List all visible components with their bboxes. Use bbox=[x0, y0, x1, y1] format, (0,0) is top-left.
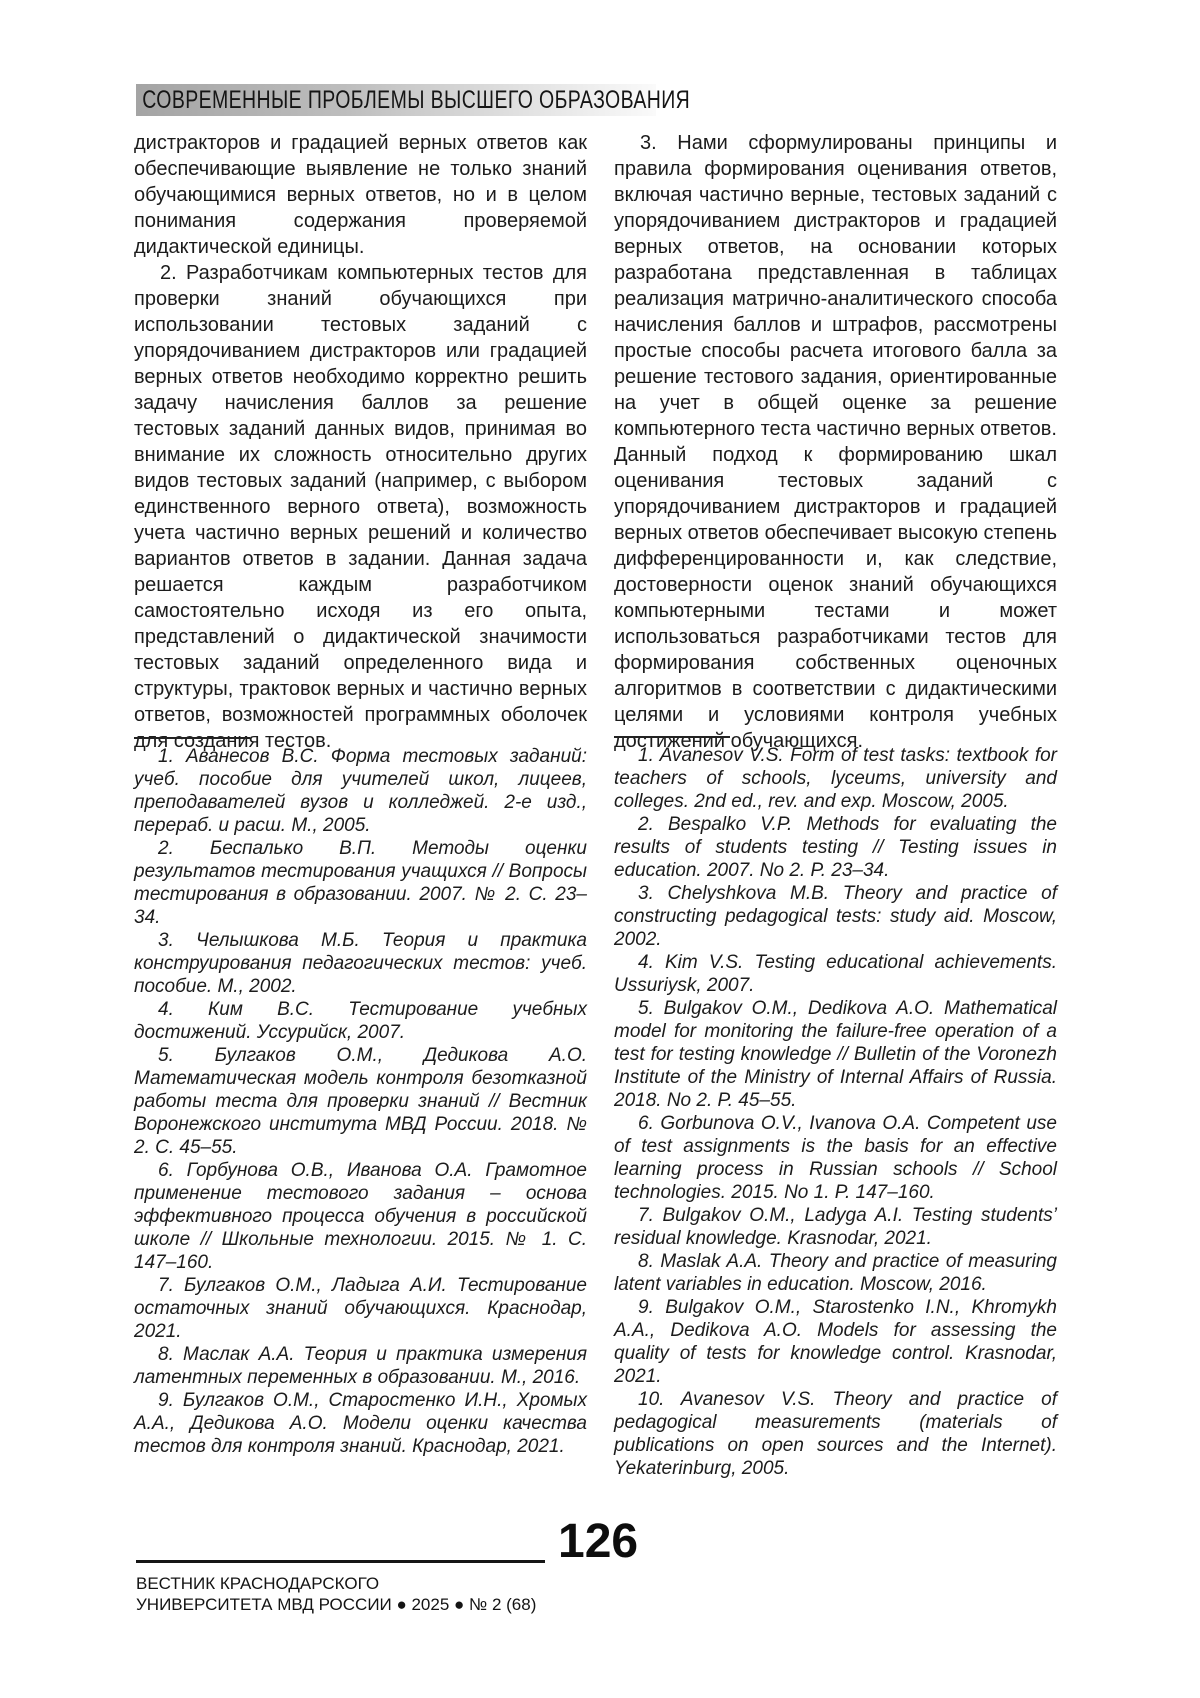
references-list-en bbox=[614, 736, 1057, 1480]
references-divider bbox=[614, 736, 730, 738]
page-number: 126 bbox=[558, 1515, 639, 1568]
reference-item: 4. Kim V.S. Testing educational achievements. Ussuriysk, 2007. bbox=[614, 952, 1057, 996]
reference-item: 2. Bespalko V.P. Methods for evaluating the results of students testing // Testing issues in education. 2007. No 2. P. 23–34. bbox=[614, 814, 1057, 881]
reference-item: 6. Gorbunova O.V., Ivanova O.A. Competent use of test assignments is the basis for an effective learning process in Russian schools // School technologies. 2015. No 1. P. 147–160. bbox=[614, 1113, 1057, 1203]
reference-item: 4. Ким В.С. Тестирование учебных достижений. Уссурийск, 2007. bbox=[134, 999, 587, 1043]
right-column-body bbox=[614, 130, 1057, 754]
footer-rule bbox=[136, 1560, 545, 1563]
reference-item: 10. Avanesov V.S. Theory and practice of pedagogical measurements (materials of publications on open sources and the Internet). Yekaterinburg, 2005. bbox=[614, 1389, 1057, 1479]
left-column-body bbox=[134, 130, 587, 754]
reference-item: 6. Горбунова О.В., Иванова О.А. Грамотное применение тестового задания – основа эффективного процесса обучения в российской школе // Школьные технологии. 2015. № 1. С. 147–160. bbox=[134, 1160, 587, 1273]
reference-item: 3. Chelyshkova M.B. Theory and practice of constructing pedagogical tests: study aid. Moscow, 2002. bbox=[614, 883, 1057, 950]
reference-item: 1. Аванесов В.С. Форма тестовых заданий: учеб. пособие для учителей школ, лицеев, преподавателей вузов и колледжей. 2-е изд., перераб. и расш. М., 2005. bbox=[134, 746, 587, 836]
body-paragraph: 2. Разработчикам компьютерных тестов для проверки знаний обучающихся при использовании тестовых заданий с упорядочиванием дистракторов или градацией верных ответов необходимо корректно решить задачу начисления баллов за решение тестовых заданий данных видов, принимая во внимание их сложность относительно других видов тестовых заданий (например, с выбором единственного верного ответа), возможность учета частично верных решений и количество вариантов ответов в задании. Данная задача решается каждым разработчиком самостоятельно исходя из его опыта, представлений о дидактической значимости тестовых заданий определенного вида и структуры, трактовок верных и частично верных ответов, возможностей программных оболочек для создания тестов. bbox=[134, 262, 587, 752]
body-paragraph: дистракторов и градацией верных ответов как обеспечивающие выявление не только знаний обучающимися верных ответов, но и в целом понимания содержания проверяемой дидактической единицы. bbox=[134, 132, 587, 258]
body-paragraph: 3. Нами сформулированы принципы и правила формирования оценивания ответов, включая частично верные, тестовых заданий с упорядочиванием дистракторов и градацией верных ответов, на основании которых разработана представленная в таблицах реализация матрично-аналитического способа начисления баллов и штрафов, рассмотрены простые способы расчета итогового балла за решение тестового задания, ориентированные на учет в общей оценке за решение компьютерного теста частично верных ответов. Данный подход к формированию шкал оценивания тестовых заданий с упорядочиванием дистракторов и градацией верных ответов обеспечивает высокую степень дифференцированности и, как следствие, достоверности оценок знаний обучающихся компьютерными тестами и может использоваться разработчиками тестов для формирования собственных оценочных алгоритмов в соответствии с дидактическими целями и условиями контроля учебных достижений обучающихся. bbox=[614, 132, 1057, 752]
reference-item: 7. Bulgakov O.M., Ladyga A.I. Testing students’ residual knowledge. Krasnodar, 2021. bbox=[614, 1205, 1057, 1249]
reference-item: 3. Челышкова М.Б. Теория и практика конструирования педагогических тестов: учеб. пособие. М., 2002. bbox=[134, 930, 587, 997]
reference-item: 2. Беспалько В.П. Методы оценки результатов тестирования учащихся // Вопросы тестирования в образовании. 2007. № 2. С. 23–34. bbox=[134, 838, 587, 928]
reference-item: 5. Bulgakov O.M., Dedikova A.O. Mathematical model for monitoring the failure-free operation of a test for testing knowledge // Bulletin of the Voronezh Institute of the Ministry of Internal Affairs of Russia. 2018. No 2. P. 45–55. bbox=[614, 998, 1057, 1111]
reference-item: 9. Bulgakov O.M., Starostenko I.N., Khromykh A.A., Dedikova A.O. Models for assessing the quality of tests for knowledge control. Krasnodar, 2021. bbox=[614, 1297, 1057, 1387]
reference-item: 1. Avanesov V.S. Form of test tasks: textbook for teachers of schools, lyceums, university and colleges. 2nd ed., rev. and exp. Moscow, 2005. bbox=[614, 745, 1057, 812]
section-title: СОВРЕМЕННЫЕ ПРОБЛЕМЫ ВЫСШЕГО ОБРАЗОВАНИЯ bbox=[142, 86, 691, 114]
reference-item: 5. Булгаков О.М., Дедикова А.О. Математическая модель контроля безотказной работы теста для проверки знаний // Вестник Воронежского института МВД России. 2018. № 2. С. 45–55. bbox=[134, 1045, 587, 1158]
journal-title-line2: УНИВЕРСИТЕТА МВД РОССИИ ● 2025 ● № 2 (68) bbox=[136, 1595, 537, 1614]
reference-item: 9. Булгаков О.М., Старостенко И.Н., Хромых А.А., Дедикова А.О. Модели оценки качества тестов для контроля знаний. Краснодар, 2021. bbox=[134, 1390, 587, 1457]
reference-item: 7. Булгаков О.М., Ладыга А.И. Тестирование остаточных знаний обучающихся. Краснодар, 2021. bbox=[134, 1275, 587, 1342]
references-list-ru bbox=[134, 737, 587, 1458]
journal-footer bbox=[136, 1573, 536, 1615]
journal-title-line1: ВЕСТНИК КРАСНОДАРСКОГО bbox=[136, 1574, 380, 1593]
reference-item: 8. Маслак А.А. Теория и практика измерения латентных переменных в образовании. М., 2016. bbox=[134, 1344, 587, 1388]
reference-item: 8. Maslak A.A. Theory and practice of measuring latent variables in education. Moscow, 2016. bbox=[614, 1251, 1057, 1295]
section-header-bar bbox=[136, 84, 691, 116]
references-divider bbox=[134, 737, 250, 739]
